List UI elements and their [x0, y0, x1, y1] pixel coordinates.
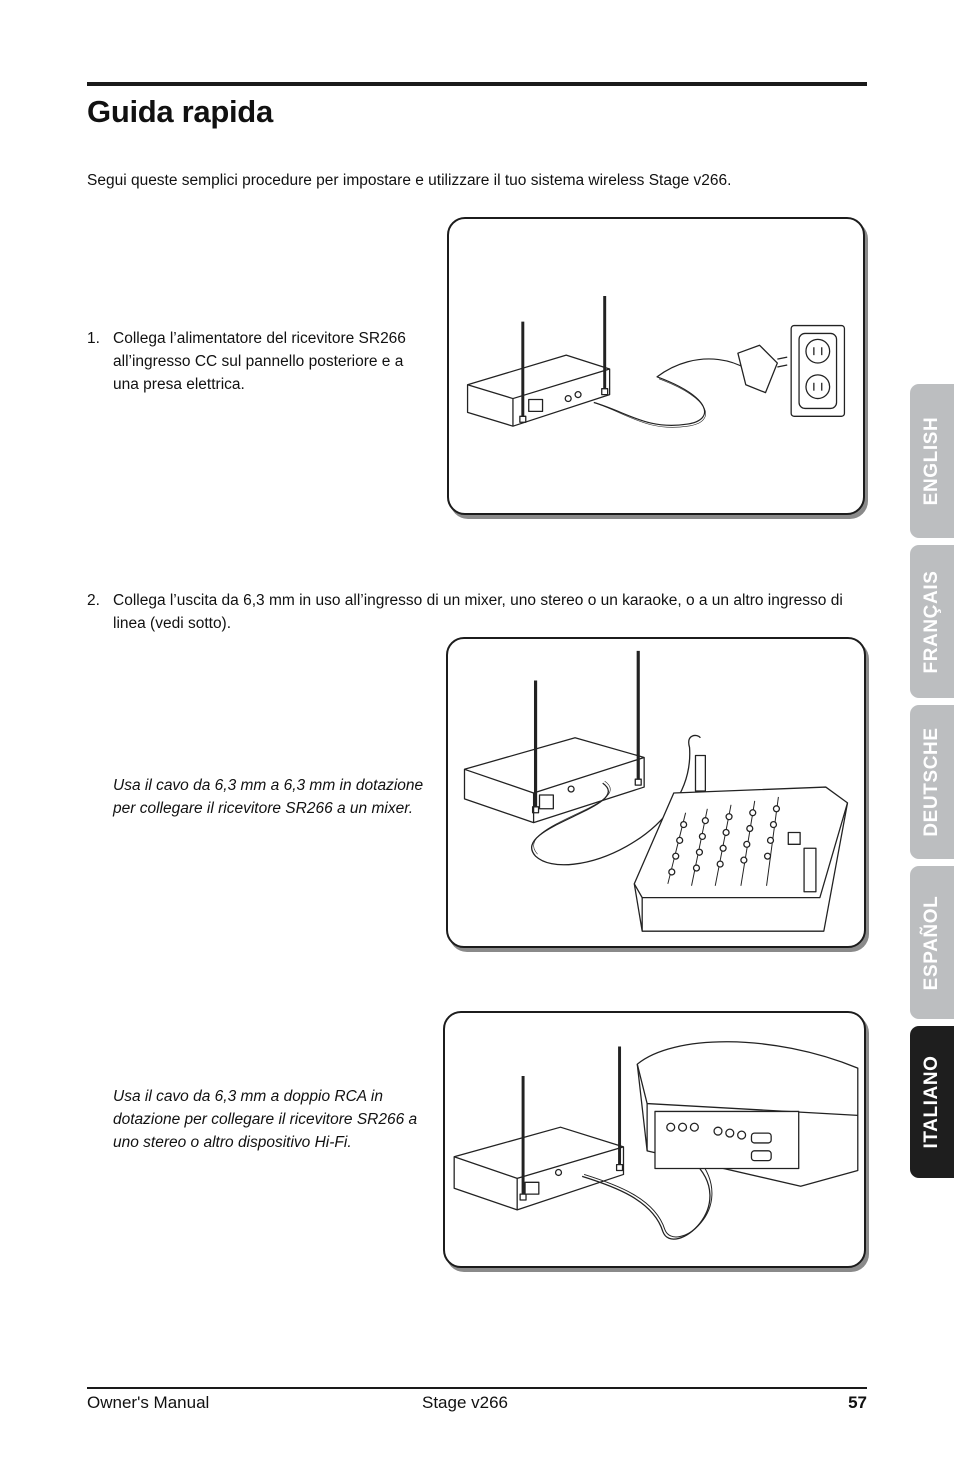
tab-english[interactable]	[910, 384, 954, 538]
note-stereo: Usa il cavo da 6,3 mm a doppio RCA in dotazione per collegare il ricevitore SR266 a uno stereo o altro dispositivo Hi-Fi.	[113, 1088, 418, 1151]
figure-power-connection	[447, 217, 865, 515]
tab-francais-label: FRANÇAIS	[921, 570, 942, 673]
mixer-connection-illustration	[448, 639, 864, 946]
top-rule	[87, 82, 867, 86]
tab-italiano[interactable]	[910, 1026, 954, 1178]
step-1-text: Collega l’alimentatore del ricevitore SR266 all’ingresso CC sul pannello posteriore e a una presa elettrica.	[113, 330, 406, 393]
tab-english-label: ENGLISH	[921, 416, 942, 506]
tab-espanol[interactable]	[910, 866, 954, 1019]
footer-product-name: Stage v266	[422, 1393, 509, 1412]
page-title: Guida rapida	[87, 94, 273, 129]
power-connection-illustration	[449, 219, 863, 513]
page-number: 57	[848, 1393, 867, 1412]
tab-espanol-label: ESPAÑOL	[921, 895, 942, 990]
tab-deutsche-label: DEUTSCHE	[921, 727, 942, 837]
footer-manual-label: Owner's Manual	[87, 1393, 210, 1412]
note-mixer: Usa il cavo da 6,3 mm a 6,3 mm in dotazione per collegare il ricevitore SR266 a un mixer.	[113, 777, 424, 817]
step-2-number: 2.	[87, 592, 100, 609]
step-2-text: Collega l’uscita da 6,3 mm in uso all’ingresso di un mixer, uno stereo o un karaoke, o a un altro ingresso di linea (vedi sotto).	[113, 592, 843, 632]
figure-stereo-connection	[443, 1011, 866, 1268]
tab-francais[interactable]	[910, 545, 954, 698]
intro-text: Segui queste semplici procedure per impostare e utilizzare il tuo sistema wireless Stage v266.	[87, 172, 732, 189]
tab-italiano-label: ITALIANO	[921, 1055, 942, 1149]
stereo-connection-illustration	[445, 1013, 864, 1266]
footer-rule	[87, 1387, 867, 1389]
step-1-number: 1.	[87, 330, 100, 347]
tab-deutsche[interactable]	[910, 705, 954, 859]
figure-mixer-connection	[446, 637, 866, 948]
